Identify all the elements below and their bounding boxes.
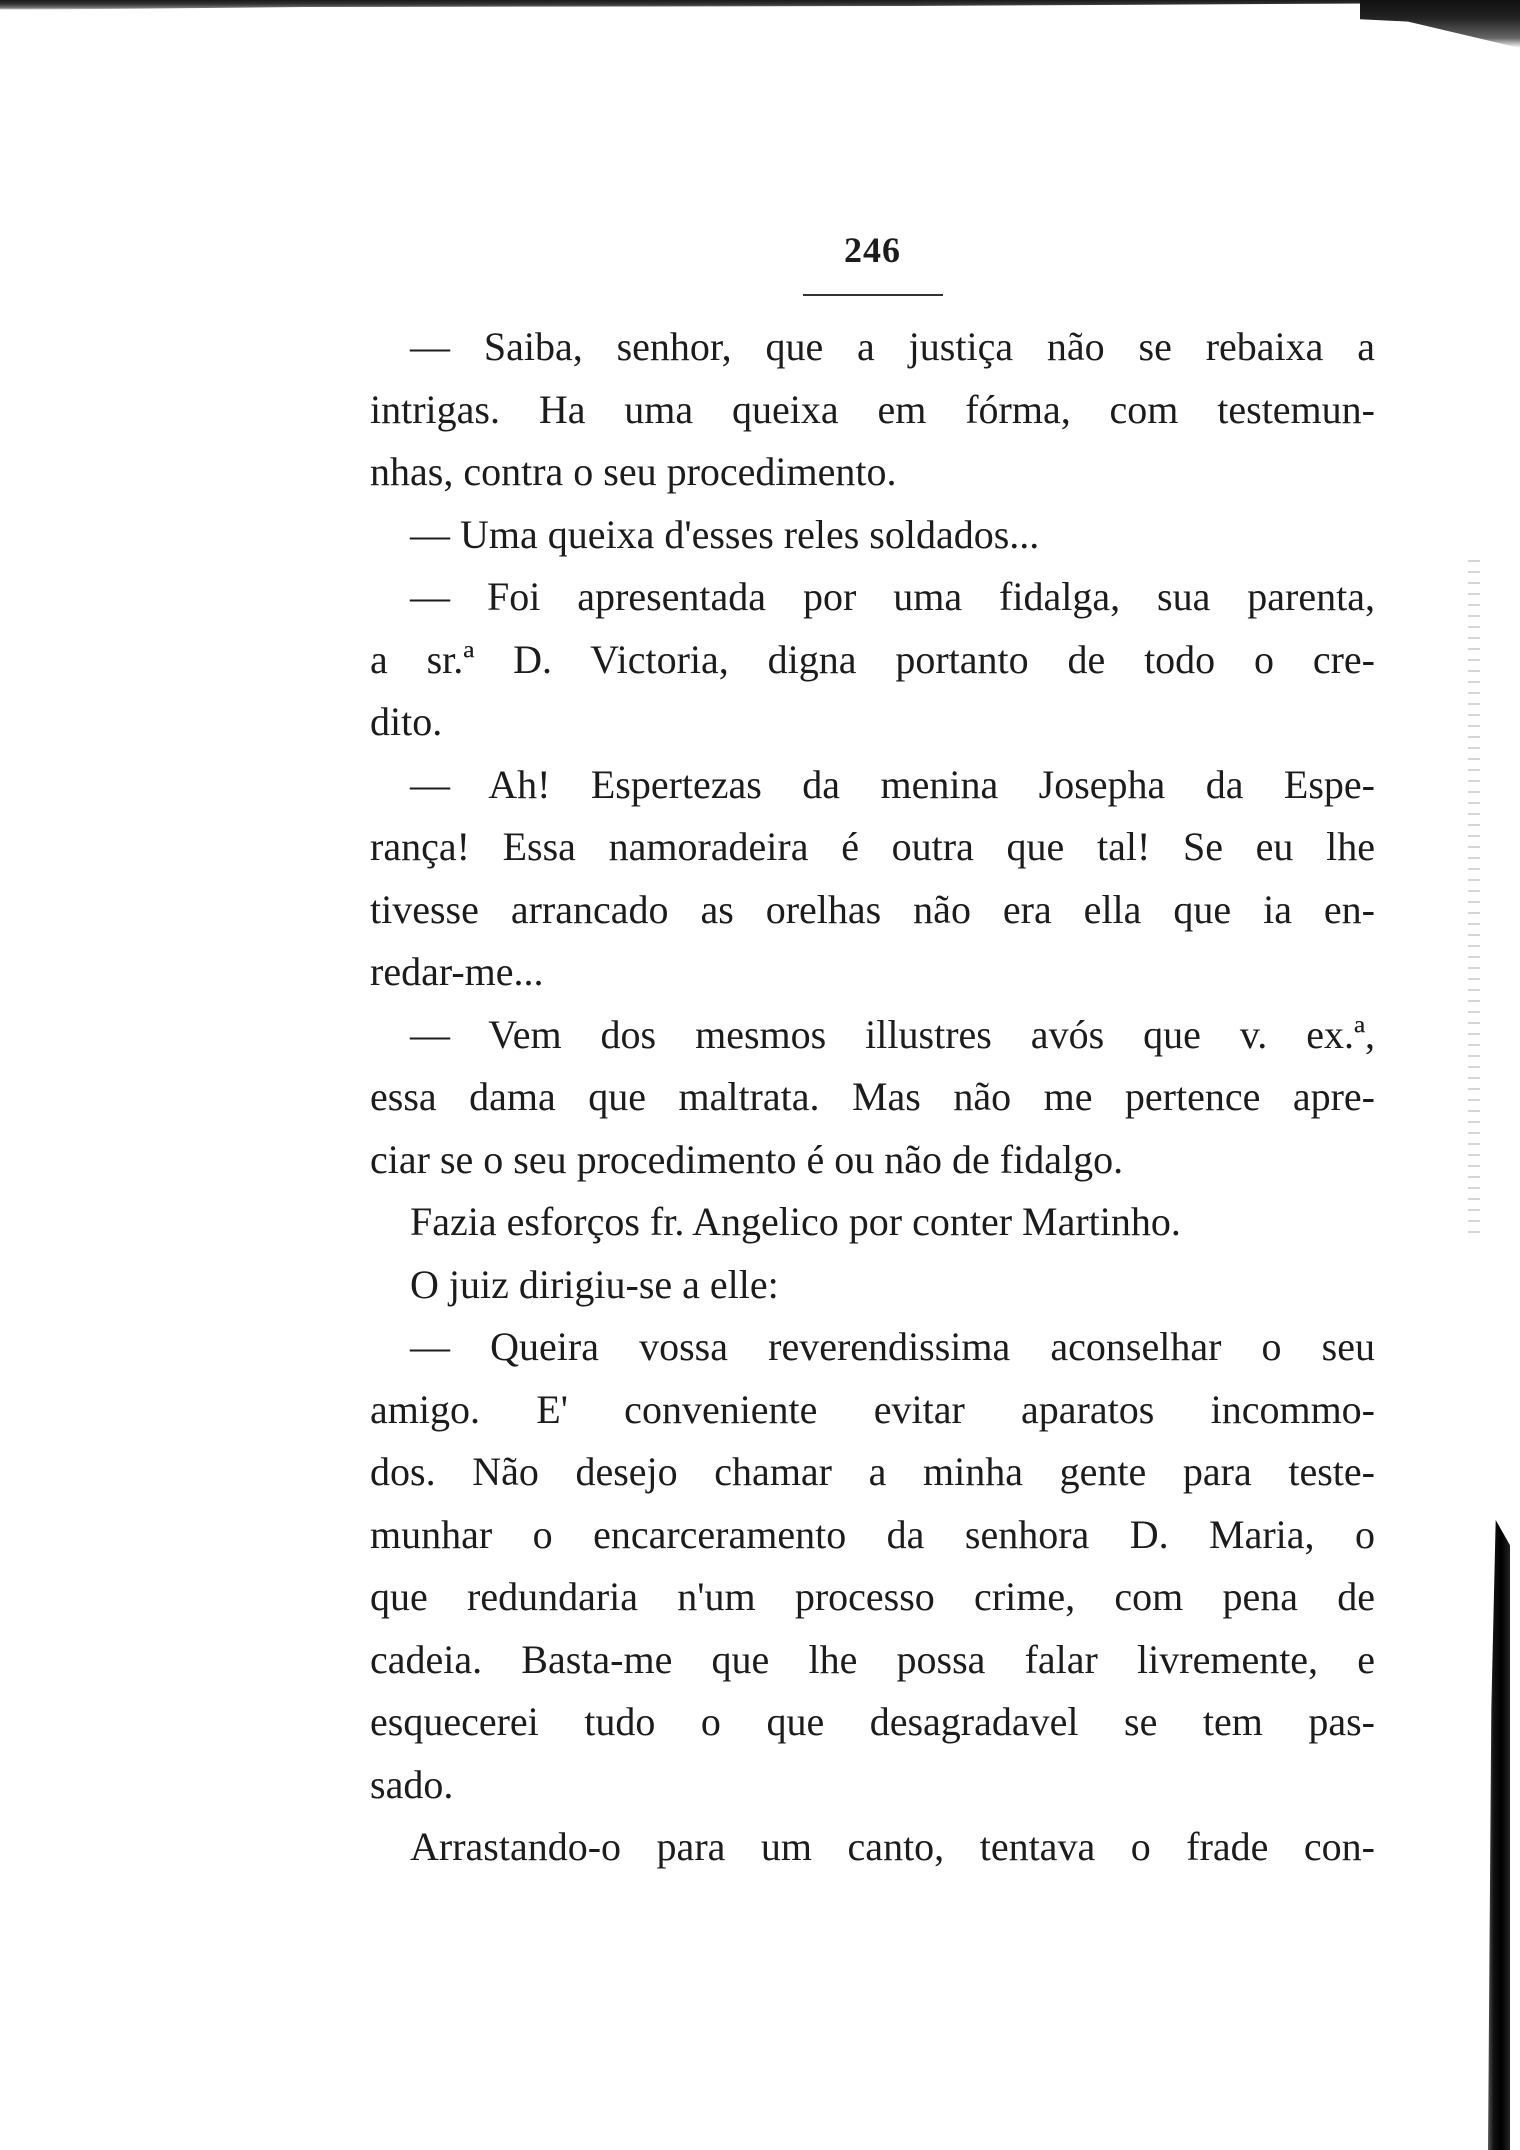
text-line: — Foi apresentada por uma fidalga, sua parenta,: [410, 574, 1375, 619]
text-line: — Saiba, senhor, que a justiça não se rebaixa a: [410, 324, 1375, 369]
text-line: — Vem dos mesmos illustres avós que v. ex.ª,: [410, 1011, 1375, 1057]
page-corner-shadow: [1360, 0, 1520, 48]
text-line: tivesse arrancado as orelhas não era ella que ia en-: [370, 886, 1375, 932]
page-top-edge-shadow: [0, 0, 1520, 10]
text-line: ciar se o seu procedimento é ou não de fidalgo.: [370, 1136, 1124, 1182]
text-line: — Ah! Espertezas da menina Josepha da Espe-: [410, 761, 1375, 807]
text-line: amigo. E' conveniente evitar aparatos incommo-: [370, 1386, 1375, 1432]
text-line: esquecerei tudo o que desagradavel se tem pas-: [370, 1699, 1375, 1744]
text-line: — Uma queixa d'esses reles soldados...: [410, 511, 1040, 557]
text-line: intrigas. Ha uma queixa em fórma, com testemun-: [370, 386, 1375, 432]
text-line: redar-me...: [370, 949, 544, 994]
page-body-text: [370, 316, 1375, 1879]
text-line: rança! Essa namoradeira é outra que tal! Se eu lhe: [370, 824, 1375, 869]
text-line: O juiz dirigiu-se a elle:: [410, 1261, 779, 1307]
text-line: a sr.ª D. Victoria, digna portanto de todo o cre-: [370, 636, 1375, 682]
page-number: 246: [844, 230, 901, 270]
scan-bleed-through: [1468, 560, 1480, 1240]
text-line: dito.: [370, 699, 443, 744]
text-line: dos. Não desejo chamar a minha gente para teste-: [370, 1449, 1375, 1494]
text-line: essa dama que maltrata. Mas não me pertence apre-: [370, 1074, 1375, 1119]
header-rule: [803, 294, 943, 296]
text-line: Fazia esforços fr. Angelico por conter Martinho.: [410, 1199, 1181, 1244]
book-page: [370, 230, 1375, 1879]
text-line: sado.: [370, 1761, 454, 1807]
text-line: munhar o encarceramento da senhora D. Maria, o: [370, 1511, 1375, 1557]
page-binding-edge: [1488, 1520, 1510, 2150]
text-line: — Queira vossa reverendissima aconselhar o seu: [410, 1324, 1375, 1369]
text-line: nhas, contra o seu procedimento.: [370, 449, 897, 494]
text-line: que redundaria n'um processo crime, com pena de: [370, 1574, 1375, 1619]
text-line: cadeia. Basta-me que lhe possa falar livremente, e: [370, 1636, 1375, 1682]
text-line: Arrastando-o para um canto, tentava o frade con-: [410, 1824, 1375, 1869]
